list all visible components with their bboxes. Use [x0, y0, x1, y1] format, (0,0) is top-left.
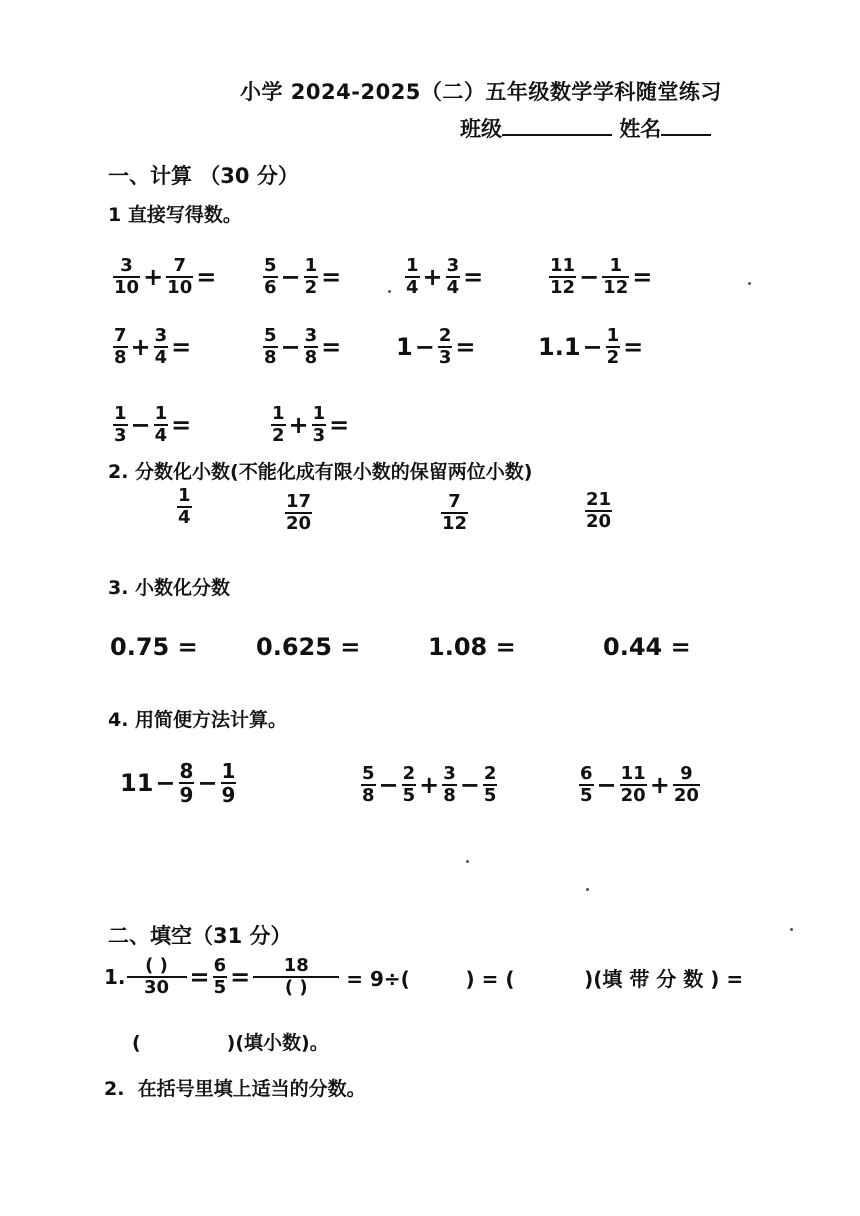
q1-item-6 — [262, 326, 343, 368]
denominator: 4 — [446, 277, 460, 298]
numerator: 5 — [264, 325, 277, 346]
fraction — [263, 256, 278, 298]
fill-q1-line2[interactable]: ( )(填小数)。 — [132, 1032, 329, 1054]
scan-speck — [466, 860, 469, 863]
denominator: 5 — [483, 785, 497, 806]
numerator: 3 — [154, 325, 168, 346]
scan-speck — [748, 282, 751, 285]
operator: − — [130, 411, 151, 439]
fraction — [483, 764, 498, 806]
operator: − — [280, 263, 301, 291]
q2-fraction-1 — [176, 486, 193, 528]
number: 1.1 — [538, 333, 581, 361]
class-label: 班级 — [460, 117, 502, 141]
operator: − — [459, 771, 480, 799]
numerator: 3 — [446, 255, 460, 276]
numerator: 7 — [448, 491, 461, 512]
student-info — [460, 113, 711, 143]
fraction — [154, 326, 169, 368]
denominator: 5 — [213, 977, 227, 998]
denominator: 12 — [603, 277, 629, 298]
fraction — [442, 764, 457, 806]
fraction — [113, 256, 140, 298]
q1-item-7 — [396, 326, 477, 368]
numerator: 1 — [114, 403, 127, 424]
numerator: 11 — [620, 763, 646, 784]
fraction — [285, 492, 312, 534]
number: 1 — [396, 333, 413, 361]
operator: − — [280, 333, 301, 361]
numerator: 1 — [606, 325, 620, 346]
denominator: 20 — [673, 785, 699, 806]
denominator: 2 — [304, 277, 318, 298]
q1-item-3 — [404, 256, 485, 298]
operator: + — [422, 263, 443, 291]
q1-item-4 — [548, 256, 654, 298]
fraction — [304, 256, 319, 298]
denominator: 20 — [620, 785, 646, 806]
fill-fraction-2 — [213, 956, 228, 998]
denominator: 5 — [580, 785, 593, 806]
denominator: 3 — [438, 347, 452, 368]
fraction — [304, 326, 319, 368]
numerator: 6 — [213, 955, 227, 976]
fraction — [177, 486, 192, 528]
operator: = — [230, 963, 251, 991]
fraction — [549, 256, 576, 298]
q3-item-2: 0.625 = — [256, 633, 361, 661]
class-blank[interactable] — [502, 114, 612, 136]
operator: − — [378, 771, 399, 799]
operator: = — [632, 263, 653, 291]
denominator: 9 — [179, 783, 194, 807]
denominator: 4 — [406, 277, 419, 298]
fraction — [606, 326, 621, 368]
operator: − — [582, 333, 603, 361]
fraction — [154, 404, 169, 446]
numerator: 21 — [586, 489, 612, 510]
numerator: 5 — [264, 255, 277, 276]
fraction — [602, 256, 629, 298]
fraction — [438, 326, 453, 368]
numerator: 11 — [550, 255, 576, 276]
q1-item-1 — [112, 256, 218, 298]
q3-item-1: 0.75 = — [110, 633, 198, 661]
operator: = — [321, 333, 342, 361]
operator: = — [196, 263, 217, 291]
numerator: 17 — [286, 491, 312, 512]
numerator: 3 — [304, 325, 318, 346]
denominator: 8 — [362, 785, 375, 806]
q2-fraction-4 — [584, 490, 613, 532]
fraction — [620, 764, 647, 806]
q1-item-8 — [538, 326, 645, 368]
numerator: 8 — [179, 759, 194, 783]
fraction — [673, 764, 700, 806]
fraction — [166, 256, 193, 298]
fraction — [402, 764, 417, 806]
denominator: 4 — [154, 347, 168, 368]
numerator: ( ) — [145, 955, 168, 976]
denominator: 20 — [286, 513, 312, 534]
fill-fraction-1[interactable] — [127, 956, 187, 998]
q3-item-3: 1.08 = — [428, 633, 516, 661]
operator: + — [649, 771, 670, 799]
operator: − — [579, 263, 600, 291]
denominator: 5 — [402, 785, 416, 806]
fill-q1-number: 1. — [104, 965, 126, 989]
operator: − — [197, 769, 218, 797]
fraction — [271, 404, 286, 446]
denominator: 8 — [114, 347, 127, 368]
fraction — [361, 764, 376, 806]
denominator: 20 — [586, 511, 612, 532]
scan-speck — [388, 290, 391, 293]
fraction — [579, 764, 594, 806]
numerator: 18 — [283, 955, 309, 976]
numerator: 5 — [362, 763, 375, 784]
operator: = — [189, 963, 210, 991]
denominator: 2 — [272, 425, 285, 446]
scan-speck — [790, 928, 793, 931]
numerator: 9 — [680, 763, 693, 784]
numerator: 3 — [443, 763, 456, 784]
q4-title: 4. 用简便方法计算。 — [108, 709, 288, 731]
q2-title: 2. 分数化小数(不能化成有限小数的保留两位小数) — [108, 461, 533, 483]
section-2-heading: 二、填空（31 分） — [108, 924, 292, 948]
operator: = — [171, 333, 192, 361]
name-blank[interactable] — [661, 114, 711, 136]
operator: + — [419, 771, 440, 799]
operator: − — [155, 769, 176, 797]
q4-expression-1 — [120, 760, 237, 806]
operator: + — [288, 411, 309, 439]
number: 11 — [120, 769, 154, 797]
numerator: 3 — [120, 255, 133, 276]
operator: − — [596, 771, 617, 799]
operator: − — [414, 333, 435, 361]
numerator: 7 — [173, 255, 186, 276]
denominator: 12 — [550, 277, 576, 298]
numerator: 1 — [304, 255, 318, 276]
q1-item-9 — [112, 404, 193, 446]
operator: = — [171, 411, 192, 439]
fraction — [441, 492, 468, 534]
section-1-heading: 一、计算 （30 分） — [108, 164, 299, 188]
numerator: 1 — [221, 759, 236, 783]
denominator: 4 — [154, 425, 168, 446]
numerator: 7 — [114, 325, 127, 346]
q2-fraction-3 — [440, 492, 469, 534]
denominator: 10 — [167, 277, 193, 298]
denominator: 2 — [606, 347, 620, 368]
denominator: 9 — [221, 783, 236, 807]
denominator: 12 — [442, 513, 468, 534]
operator: + — [143, 263, 164, 291]
q4-expression-3 — [578, 764, 701, 806]
name-label: 姓名 — [619, 117, 662, 141]
q2-fraction-2 — [284, 492, 313, 534]
denominator: 3 — [114, 425, 127, 446]
fraction — [221, 760, 237, 806]
fraction — [446, 256, 461, 298]
numerator: 2 — [402, 763, 416, 784]
fraction — [113, 404, 128, 446]
fraction — [312, 404, 327, 446]
numerator: 1 — [609, 255, 622, 276]
numerator: 6 — [580, 763, 593, 784]
denominator: 30 — [143, 977, 170, 998]
fill-q2-title: 2. 在括号里填上适当的分数。 — [104, 1078, 366, 1100]
page-title: 小学 2024-2025（二）五年级数学学科随堂练习 — [240, 80, 722, 104]
q1-title: 1 直接写得数。 — [108, 204, 242, 226]
fraction — [179, 760, 195, 806]
scan-speck — [586, 888, 589, 891]
numerator: 2 — [483, 763, 497, 784]
q1-item-5 — [112, 326, 193, 368]
q3-item-4: 0.44 = — [603, 633, 691, 661]
operator: + — [130, 333, 151, 361]
numerator: 1 — [272, 403, 285, 424]
fill-q1 — [104, 956, 743, 998]
denominator: 10 — [114, 277, 140, 298]
fraction — [405, 256, 420, 298]
numerator: 1 — [154, 403, 168, 424]
operator: = — [321, 263, 342, 291]
numerator: 1 — [406, 255, 419, 276]
numerator: 1 — [312, 403, 326, 424]
denominator: ( ) — [284, 977, 308, 998]
q1-item-10 — [270, 404, 351, 446]
fill-division-text[interactable]: = 9÷( ) = ( )(填 带 分 数 ) = — [346, 966, 744, 991]
denominator: 6 — [264, 277, 277, 298]
numerator: 2 — [438, 325, 452, 346]
operator: = — [623, 333, 644, 361]
denominator: 8 — [264, 347, 277, 368]
denominator: 8 — [304, 347, 318, 368]
denominator: 3 — [312, 425, 326, 446]
q3-title: 3. 小数化分数 — [108, 577, 231, 599]
operator: = — [329, 411, 350, 439]
operator: = — [455, 333, 476, 361]
operator: = — [463, 263, 484, 291]
q1-item-2 — [262, 256, 343, 298]
fill-fraction-3[interactable] — [253, 956, 339, 998]
denominator: 4 — [178, 507, 191, 528]
numerator: 1 — [178, 485, 191, 506]
q4-expression-2 — [360, 764, 498, 806]
fraction — [263, 326, 278, 368]
fraction — [113, 326, 128, 368]
denominator: 8 — [443, 785, 456, 806]
fraction — [585, 490, 612, 532]
